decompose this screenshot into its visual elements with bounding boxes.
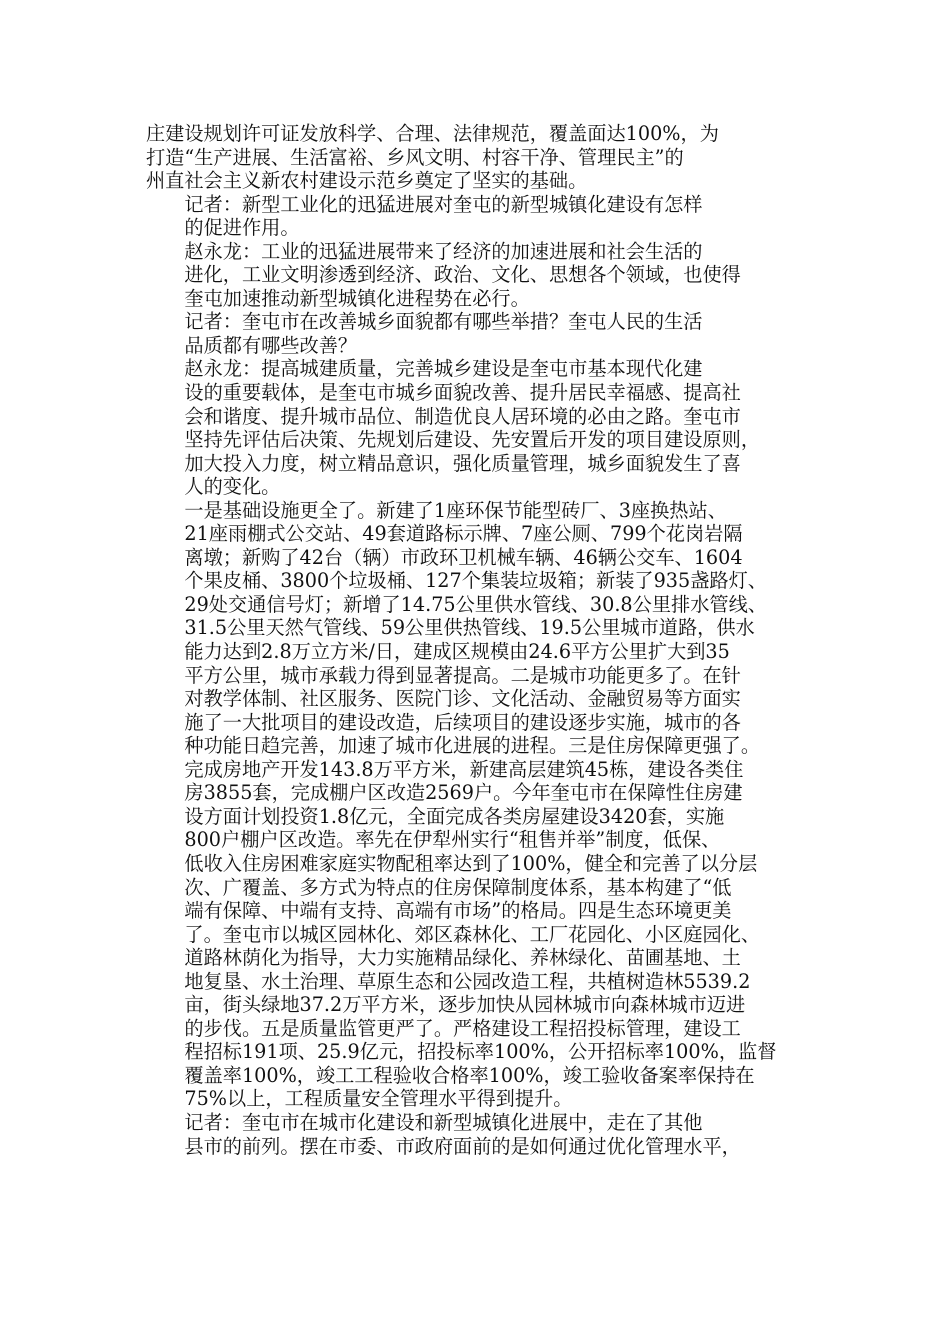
text-line: 21座雨棚式公交站、49套道路标示牌、7座公厕、799个花岗岩隔	[184, 522, 743, 546]
text-line: 一是基础设施更全了。新建了1座环保节能型砖厂、3座换热站、	[184, 498, 727, 522]
text-line: 次、广覆盖、多方式为特点的住房保障制度体系，基本构建了“低	[184, 875, 732, 899]
text-line: 会和谐度、提升城市品位、制造优良人居环境的必由之路。奎屯市	[184, 404, 741, 428]
text-line: 端有保障、中端有支持、高端有市场”的格局。四是生态环境更美	[184, 899, 732, 923]
text-line: 道路林荫化为指导，大力实施精品绿化、养林绿化、苗圃基地、土	[184, 946, 741, 970]
text-line: 记者：新型工业化的迅猛进展对奎屯的新型城镇化建设有怎样	[184, 192, 703, 216]
text-line: 的促进作用。	[184, 216, 300, 240]
text-line: 县市的前列。摆在市委、市政府面前的是如何通过优化管理水平，	[184, 1134, 741, 1158]
text-line: 31.5公里天然气管线、59公里供热管线、19.5公里城市道路，供水	[184, 616, 755, 640]
document-page	[146, 122, 806, 1158]
text-line: 打造“生产进展、生活富裕、乡风文明、村容干净、管理民主”的	[146, 145, 684, 169]
text-line: 的步伐。五是质量监管更严了。严格建设工程招投标管理，建设工	[184, 1016, 741, 1040]
paragraph	[146, 357, 806, 498]
text-line: 覆盖率100%，竣工工程验收合格率100%，竣工验收备案率保持在	[184, 1063, 755, 1087]
text-line: 记者：奎屯市在改善城乡面貌都有哪些举措？奎屯人民的生活	[184, 310, 703, 334]
text-line: 坚持先评估后决策、先规划后建设、先安置后开发的项目建设原则，	[184, 428, 761, 452]
text-line: 奎屯加速推动新型城镇化进程势在必行。	[184, 286, 530, 310]
text-line: 能力达到2.8万立方米/日，建成区规模由24.6平方公里扩大到35	[184, 640, 730, 664]
paragraph	[146, 122, 806, 193]
text-line: 记者：奎屯市在城市化建设和新型城镇化进展中，走在了其他	[184, 1110, 703, 1134]
text-line: 庄建设规划许可证发放科学、合理、法律规范，覆盖面达100%，为	[146, 122, 719, 145]
text-line: 加大投入力度，树立精品意识，强化质量管理，城乡面貌发生了喜	[184, 451, 741, 475]
text-line: 了。奎屯市以城区园林化、郊区森林化、工厂花园化、小区庭园化、	[184, 922, 761, 946]
text-line: 设的重要载体，是奎屯市城乡面貌改善、提升居民幸福感、提高社	[184, 381, 741, 405]
text-line: 离墩；新购了42台（辆）市政环卫机械车辆、46辆公交车、1604	[184, 545, 743, 569]
text-line: 赵永龙：提高城建质量，完善城乡建设是奎屯市基本现代化建	[184, 357, 703, 381]
text-line: 赵永龙：工业的迅猛进展带来了经济的加速进展和社会生活的	[184, 239, 703, 263]
text-line: 人的变化。	[184, 475, 281, 499]
text-line: 75%以上，工程质量安全管理水平得到提升。	[184, 1087, 573, 1111]
text-line: 个果皮桶、3800个垃圾桶、127个集装垃圾箱；新装了935盏路灯、	[184, 569, 767, 593]
text-line: 品质都有哪些改善？	[184, 333, 358, 357]
paragraph	[146, 193, 806, 240]
text-line: 亩，街头绿地37.2万平方米，逐步加快从园林城市向森林城市迈进	[184, 993, 746, 1017]
text-line: 施了一大批项目的建设改造，后续项目的建设逐步实施，城市的各	[184, 710, 741, 734]
text-line: 种功能日趋完善，加速了城市化进展的进程。三是住房保障更强了。	[184, 734, 761, 758]
text-line: 29处交通信号灯；新增了14.75公里供水管线、30.8公里排水管线、	[184, 592, 767, 616]
text-line: 800户棚户区改造。率先在伊犁州实行“租售并举”制度，低保、	[184, 828, 721, 852]
text-line: 设方面计划投资1.8亿元，全面完成各类房屋建设3420套，实施	[184, 804, 725, 828]
text-line: 州直社会主义新农村建设示范乡奠定了坚实的基础。	[146, 169, 588, 193]
text-line: 低收入住房困难家庭实物配租率达到了100%，健全和完善了以分层	[184, 851, 758, 875]
paragraph	[146, 499, 806, 1111]
text-line: 程招标191项、25.9亿元，招投标率100%，公开招标率100%，监督	[184, 1040, 777, 1064]
text-line: 平方公里，城市承载力得到显著提高。二是城市功能更多了。在针	[184, 663, 741, 687]
paragraph	[146, 310, 806, 357]
text-line: 进化，工业文明渗透到经济、政治、文化、思想各个领域，也使得	[184, 263, 741, 287]
text-line: 房3855套，完成棚户区改造2569户。今年奎屯市在保障性住房建	[184, 781, 743, 805]
paragraph	[146, 240, 806, 311]
paragraph	[146, 1111, 806, 1158]
text-line: 对教学体制、社区服务、医院门诊、文化活动、金融贸易等方面实	[184, 687, 741, 711]
text-line: 完成房地产开发143.8万平方米，新建高层建筑45栋，建设各类住	[184, 757, 744, 781]
text-line: 地复垦、水土治理、草原生态和公园改造工程，共植树造林5539.2	[184, 969, 751, 993]
